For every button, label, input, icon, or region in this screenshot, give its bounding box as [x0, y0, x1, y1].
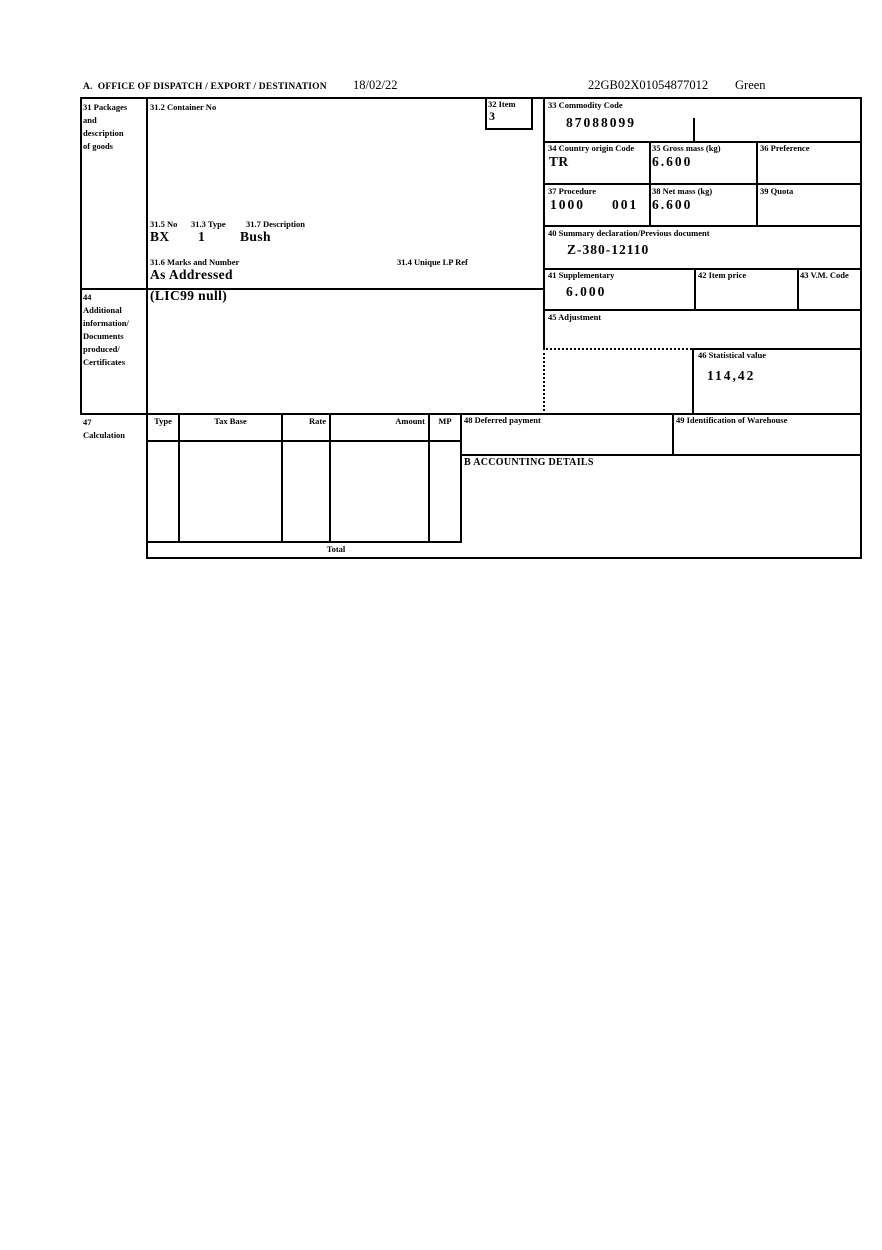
column-header-tax-base: Tax Base: [214, 416, 247, 426]
table-header-bottom-border: [146, 440, 462, 442]
box31-label: 31 Packages and description of goods: [83, 102, 128, 151]
divider-42-43: [797, 268, 799, 309]
accounting-box-top-border: [460, 454, 862, 456]
box47-label: 47 Calculation: [83, 417, 126, 440]
box46-border-left: [692, 348, 694, 415]
form-border-left: [80, 97, 82, 415]
center-column-divider-dotted: [543, 348, 545, 415]
supplementary-value: 6.000: [566, 284, 607, 299]
movement-reference-number: 22GB02X01054877012: [588, 78, 709, 92]
container-no-label: 31.2 Container No: [150, 102, 217, 112]
warehouse-identification-label: 49 Identification of Warehouse: [676, 415, 788, 425]
box32-border-left: [485, 97, 487, 130]
commodity-code-subdivider: [693, 118, 695, 141]
item-number-label: 32 Item: [488, 99, 516, 109]
preference-label: 36 Preference: [760, 143, 810, 153]
item-number-value: 3: [489, 109, 496, 123]
adjustment-label: 45 Adjustment: [548, 312, 602, 322]
row-divider-below-box34: [543, 183, 862, 185]
box45-dotted-subdivider: [543, 348, 692, 350]
box44-label: 44 Additional information/ Documents produced/ Certificates: [83, 292, 129, 367]
country-origin-label: 34 Country origin Code: [548, 143, 635, 153]
packages-type-label: 31.3 Type: [191, 219, 226, 229]
summary-declaration-label: 40 Summary declaration/Previous document: [548, 228, 710, 238]
box32-border-bottom: [485, 128, 533, 130]
column-header-amount: Amount: [395, 416, 425, 426]
box32-border-right: [531, 97, 533, 130]
procedure-value-1: 1000: [550, 197, 585, 212]
table-border-right: [460, 413, 462, 543]
row-divider-below-box37: [543, 225, 862, 227]
column-header-rate: Rate: [309, 416, 326, 426]
table-divider-rate-amount: [329, 413, 331, 543]
form-border-right: [860, 97, 862, 559]
table-divider-type-taxbase: [178, 413, 180, 543]
statistical-value-value: 114,42: [707, 368, 756, 383]
procedure-label: 37 Procedure: [548, 186, 597, 196]
deferred-payment-label: 48 Deferred payment: [464, 415, 541, 425]
column-header-mp: MP: [438, 416, 452, 426]
additional-information-value: (LIC99 null): [150, 288, 228, 303]
net-mass-value: 6.600: [652, 197, 693, 212]
accounting-details-heading: B ACCOUNTING DETAILS: [464, 457, 594, 468]
form-border-top: [80, 97, 862, 99]
table-total-label: Total: [326, 544, 346, 554]
marks-number-label: 31.6 Marks and Number: [150, 257, 240, 267]
divider-48-49: [672, 413, 674, 454]
form-border-bottom: [146, 557, 862, 559]
table-divider-amount-mp: [428, 413, 430, 543]
commodity-code-value: 87088099: [566, 115, 636, 130]
item-price-label: 42 Item price: [698, 270, 747, 280]
unique-lp-ref-label: 31.4 Unique LP Ref: [397, 257, 468, 267]
marks-number-value: As Addressed: [150, 267, 233, 282]
procedure-value-2: 001: [612, 197, 639, 212]
packages-no-label: 31.5 No: [150, 219, 178, 229]
packages-type-value: 1: [198, 229, 206, 244]
routing-status: Green: [735, 78, 766, 92]
packages-no-value: BX: [150, 229, 170, 244]
table-divider-taxbase-rate: [281, 413, 283, 543]
gross-mass-value: 6.600: [652, 154, 693, 169]
declaration-date: 18/02/22: [353, 78, 398, 92]
country-origin-value: TR: [549, 154, 569, 169]
gross-mass-label: 35 Gross mass (kg): [652, 143, 721, 153]
label-column-divider: [146, 97, 148, 557]
office-of-dispatch-heading: A. OFFICE OF DISPATCH / EXPORT / DESTINATION: [83, 82, 327, 92]
summary-declaration-value: Z-380-12110: [567, 242, 650, 257]
supplementary-label: 41 Supplementary: [548, 270, 615, 280]
divider-41-42: [694, 268, 696, 309]
table-body-bottom-border: [146, 541, 462, 543]
column-header-type: Type: [154, 416, 172, 426]
packages-desc-label: 31.7 Description: [246, 219, 306, 229]
row-divider-below-box41: [543, 309, 862, 311]
commodity-code-label: 33 Commodity Code: [548, 100, 623, 110]
statistical-value-label: 46 Statistical value: [698, 350, 766, 360]
vm-code-label: 43 V.M. Code: [800, 270, 849, 280]
packages-desc-value: Bush: [240, 229, 271, 244]
quota-label: 39 Quota: [760, 186, 794, 196]
net-mass-label: 38 Net mass (kg): [652, 186, 713, 196]
